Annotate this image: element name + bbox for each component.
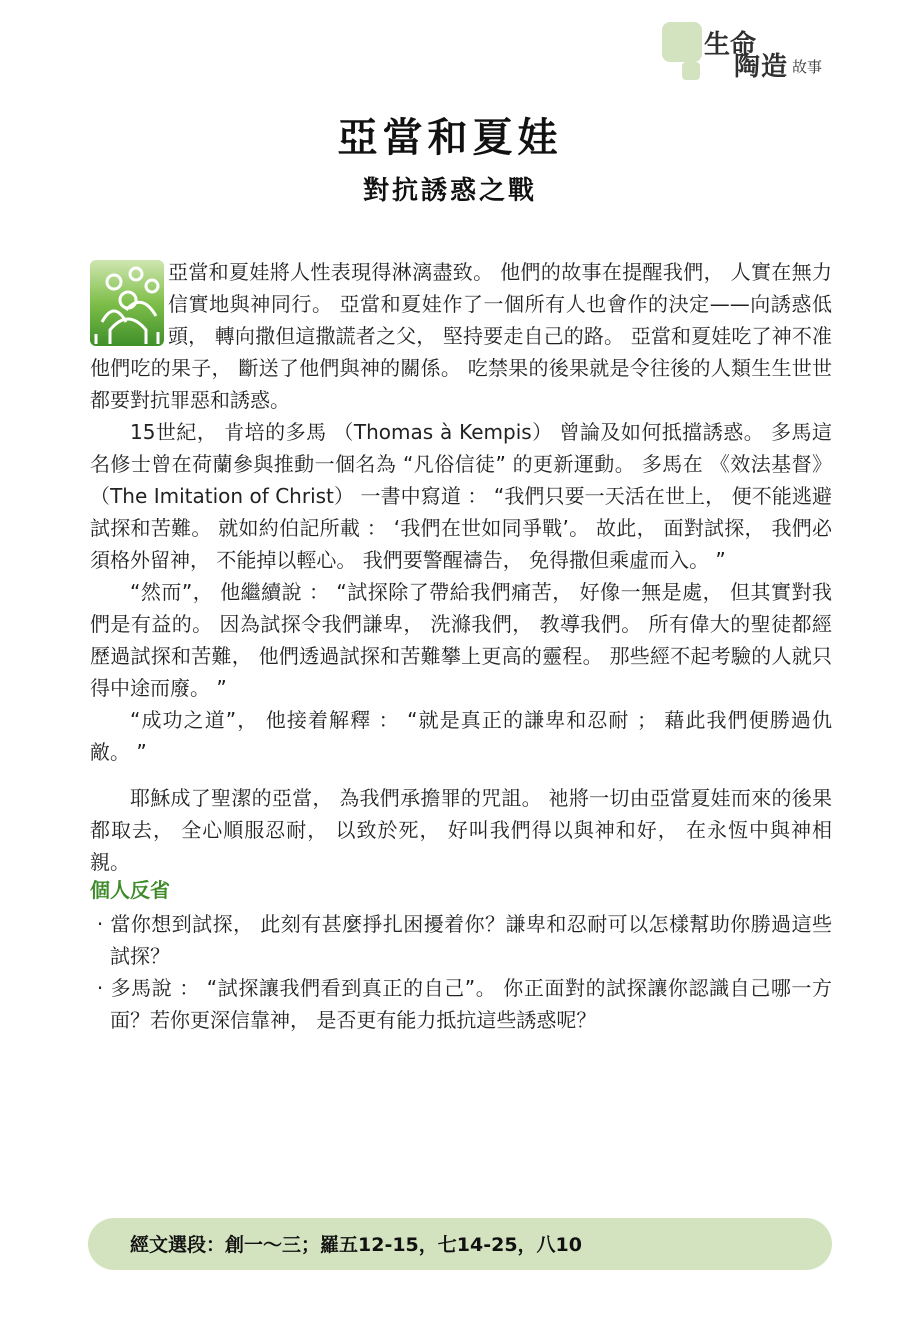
scripture-banner: [88, 1218, 832, 1270]
reflection-item: · 多馬說 ： “試探讓我們看到真正的自己”。 你正面對的試探讓你認識自己哪一方面？若你更深信靠神， 是否更有能力抵抗這些誘惑呢？: [90, 972, 832, 1036]
logo-main-text: 陶造: [734, 52, 789, 82]
series-logo: [662, 18, 852, 90]
paragraph-1-text: 亞當和夏娃將人性表現得淋漓盡致。 他們的故事在提醒我們， 人實在無力信實地與神同行。 亞當和夏娃作了一個所有人也會作的決定——向誘惑低頭， 轉向撒但這撒謊者之父， 堅持要走自己的路。 亞當和夏娃吃了神不准他們吃的果子， 斷送了他們與神的關係。 吃禁果的後果就是令往後的人類生生世世都要對抗罪惡和誘惑。: [90, 260, 832, 412]
reflection-section: [90, 874, 832, 1036]
logo-sub-text: 故事: [792, 58, 823, 76]
paragraph-3: “然而”， 他繼續說 ： “試探除了帶給我們痛苦， 好像一無是處， 但其實對我們是有益的。 因為試探令我們謙卑， 洗滌我們， 教導我們。 所有偉大的聖徒都經歷過試探和苦難， 他們透過試探和苦難攀上更高的靈程。 那些經不起考驗的人就只得中途而廢。 ”: [90, 580, 832, 700]
logo-square-large: [662, 22, 702, 62]
logo-char: 生命: [704, 30, 757, 60]
bullet-icon: ·: [96, 912, 104, 936]
page-subtitle: 對抗誘惑之戰: [362, 176, 537, 206]
reflection-list: [90, 908, 832, 1036]
article-body: [90, 256, 832, 878]
paragraph-1: [90, 256, 832, 416]
paragraph-2: 15世紀， 肯培的多馬 （Thomas à Kempis） 曾論及如何抵擋誘惑。 多馬這名修士曾在荷蘭參與推動一個名為 “凡俗信徒” 的更新運動。 多馬在 《效法基督》（The Imitation of Christ） 一書中寫道 ： “我們只要一天活在世上， 便不能逃避試探和苦難。 就如約伯記所載 ： ‘我們在世如同爭戰’。 故此， 面對試探， 我們必須格外留神， 不能掉以輕心。 我們要警醒禱告， 免得撒但乘虛而入。 ”: [90, 420, 832, 572]
bullet-icon: ·: [96, 976, 104, 1000]
reflection-heading: 個人反省: [90, 878, 170, 902]
reflection-item: · 當你想到試探， 此刻有甚麼掙扎困擾着你？謙卑和忍耐可以怎樣幫助你勝過這些試探？: [90, 908, 832, 972]
people-group-icon: [90, 260, 164, 346]
page-title: 亞當和夏娃: [337, 115, 563, 161]
scripture-reference: 經文選段：創一～三；羅五12-15，七14-25，八10: [130, 1234, 582, 1256]
paragraph-4: “成功之道”， 他接着解釋 ： “就是真正的謙卑和忍耐 ； 藉此我們便勝過仇敵。 ”: [90, 708, 832, 764]
paragraph-5: 耶穌成了聖潔的亞當， 為我們承擔罪的咒詛。 祂將一切由亞當夏娃而來的後果都取去， 全心順服忍耐， 以致於死， 好叫我們得以與神和好， 在永恆中與神相親。: [90, 786, 832, 874]
logo-square-small: [682, 62, 700, 80]
